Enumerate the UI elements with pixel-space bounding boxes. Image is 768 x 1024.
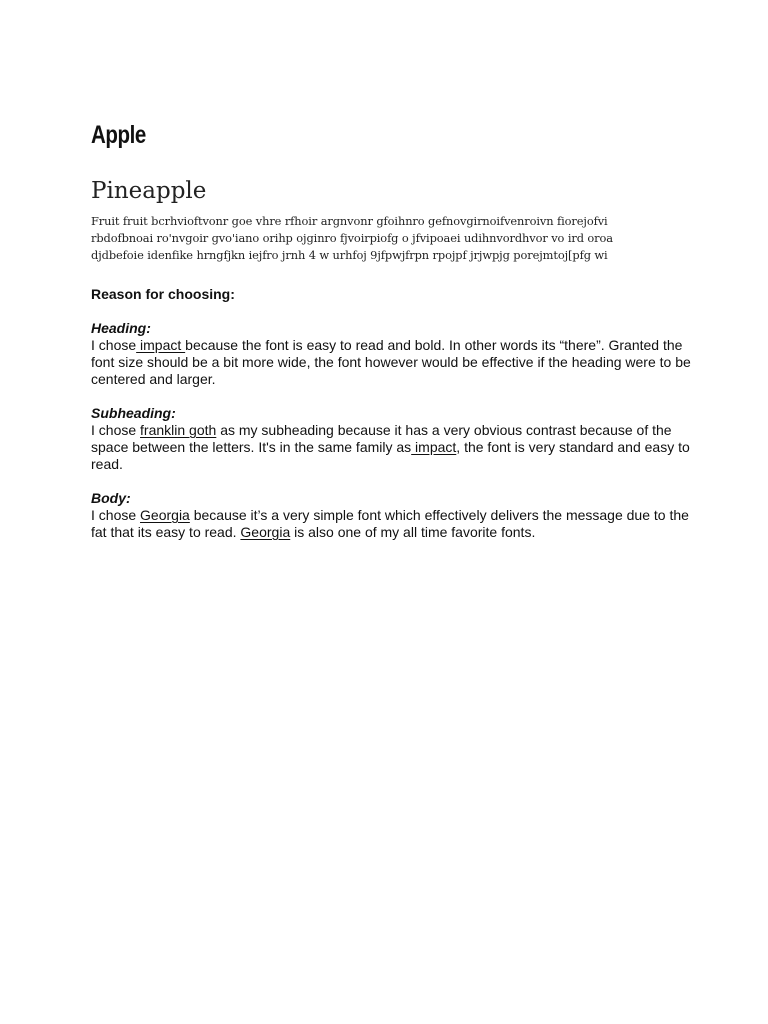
text-run: because it’s a very simple font which effectively delivers the message due to the fat that its easy to read. <box>91 507 689 540</box>
document-subtitle: Pineapple <box>91 178 207 204</box>
body-section <box>91 490 691 541</box>
document-content <box>91 118 691 541</box>
body-line: Fruit fruit bcrhvioftvonr goe vhre rfhoir argnvonr gfoihnro gefnovgirnoifvenroivn fiorejofvi <box>91 214 608 228</box>
font-name-impact: impact <box>411 439 457 455</box>
font-name-impact: impact <box>136 337 186 353</box>
text-run: as my subheading because it has a very obvious contrast because of the space between the letters. It's in the same family as <box>91 422 672 455</box>
font-name-franklin-goth: franklin goth <box>140 422 217 438</box>
text-run: I chose <box>91 422 141 438</box>
body-line: rbdofbnoai ro'nvgoir gvo'iano orihp ojginro fjvoirpiofg o jfvipoaei udihnvordhvor vo ird oroa <box>91 231 613 245</box>
body-label: Body: <box>91 490 131 506</box>
body-line: djdbefoie idenfike hrngfjkn iejfro jrnh 4 w urhfoj 9jfpwjfrpn rpojpf jrjwpjg porejmtoj[pfg wi <box>91 248 608 262</box>
subheading-label: Subheading: <box>91 405 176 421</box>
sample-body-paragraph <box>91 213 691 264</box>
font-name-georgia: Georgia <box>240 524 291 540</box>
subheading-section <box>91 405 691 473</box>
text-run: , the font is very standard and easy to read. <box>91 439 690 472</box>
heading-label: Heading: <box>91 320 151 336</box>
text-run: I chose <box>91 337 137 353</box>
document-title: Apple <box>91 121 146 149</box>
text-run: because the font is easy to read and bold. In other words its “there”. Granted the font size should be a bit more wide, the font however would be effective if the heading were to be centered and larger. <box>91 337 691 387</box>
font-name-georgia: Georgia <box>140 507 190 523</box>
body-explanation <box>91 507 691 541</box>
text-run: I chose <box>91 507 141 523</box>
text-run: is also one of my all time favorite fonts. <box>290 524 536 540</box>
reason-heading: Reason for choosing: <box>91 286 235 302</box>
heading-explanation <box>91 337 691 388</box>
subheading-explanation <box>91 422 691 473</box>
heading-section <box>91 320 691 388</box>
